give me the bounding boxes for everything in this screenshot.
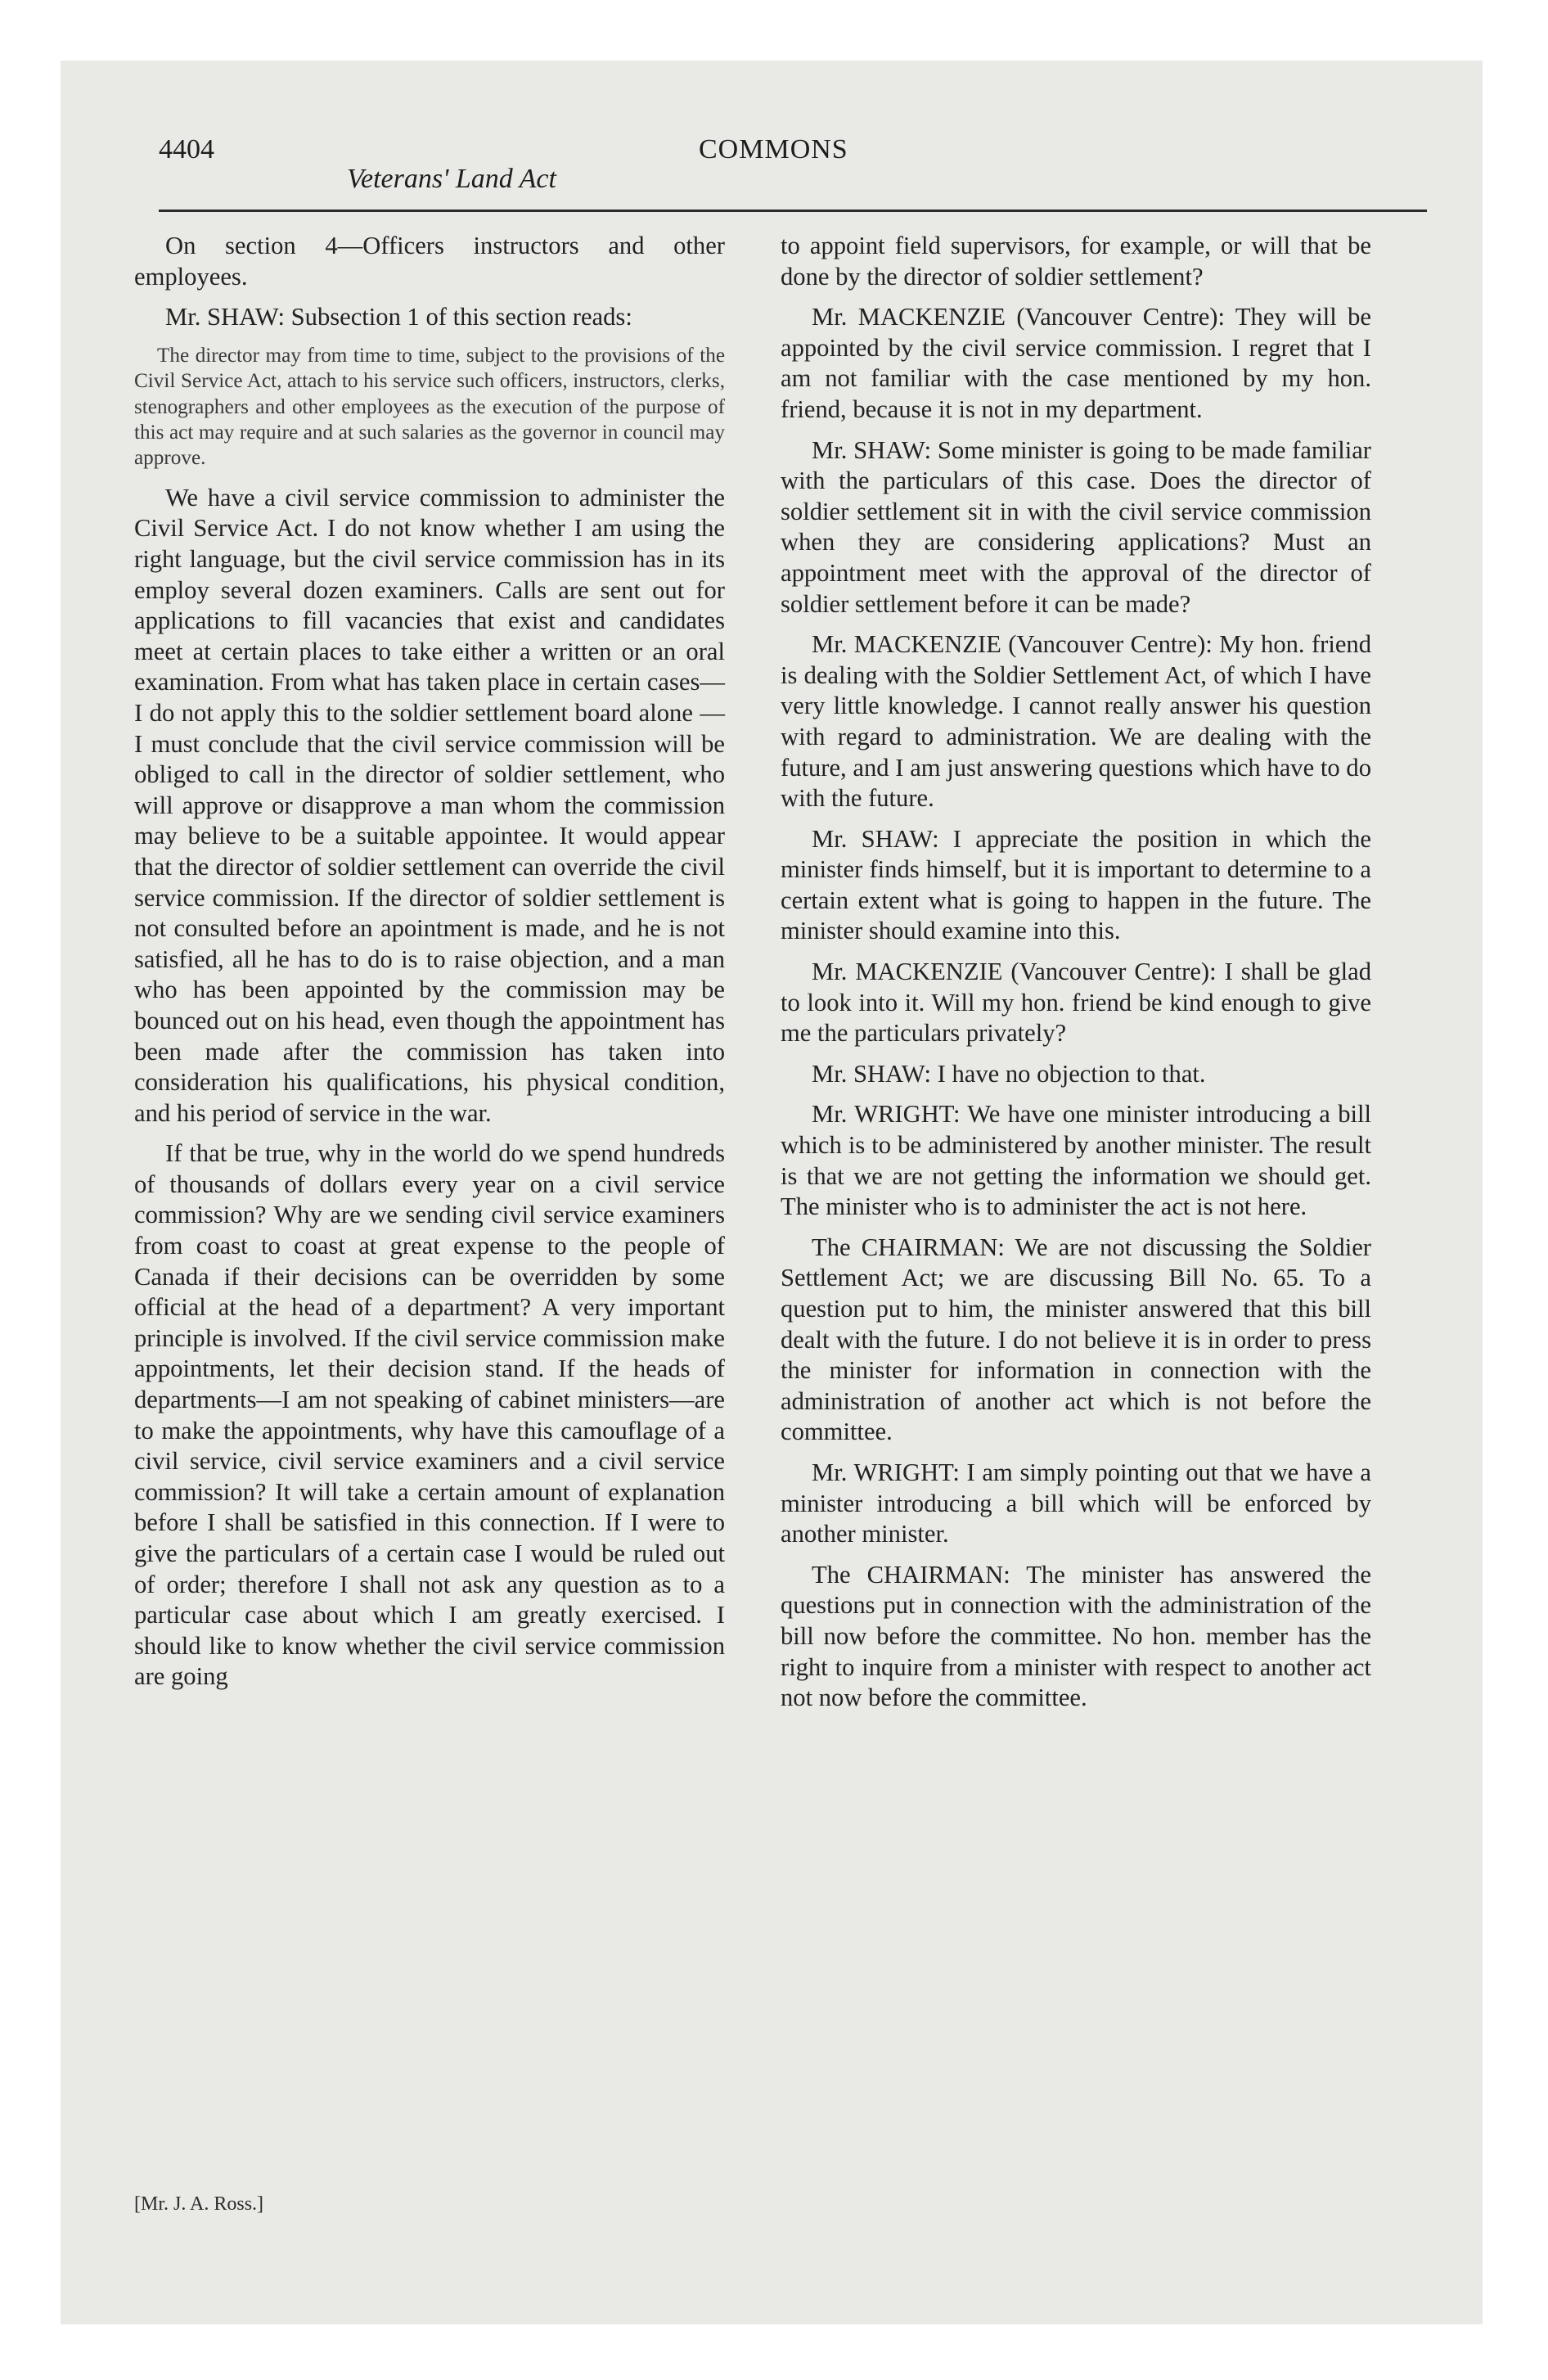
paragraph: Mr. SHAW: I appreciate the position in which the minister finds himself, but it is important to determine to a certain extent what is going to happen in the future. The minister should examine into this. (781, 824, 1371, 945)
page-header (159, 131, 1427, 208)
paragraph: Mr. MACKENZIE (Vancouver Centre): I shall be glad to look into it. Will my hon. friend be kind enough to give me the particulars privately? (781, 958, 1371, 1048)
section-heading: On section 4—Officers instructors and other employees. (134, 232, 725, 291)
paragraph: Mr. SHAW: Subsection 1 of this section reads: (165, 303, 632, 331)
page-number: 4404 (159, 134, 214, 165)
paragraph: If that be true, why in the world do we spend hundreds of thousands of dollars every year on a civil service commission? Why are we sending civil service examiners from coast to coast at great expense to the people of Canada if their decisions can be overridden by some official at the head of a department? A very important principle is involved. If the civil service commission make appointments, let their decision stand. If the heads of departments—I am not speaking of cabinet ministers—are to make the appointments, why have this camouflage of a civil service, civil service examiners and a civil service commission? It will take a certain amount of explanation before I shall be satisfied in this connection. If I were to give the particulars of a certain case I would be ruled out of order; therefore I shall not ask any question as to a particular case about which I am greatly exercised. I should like to know whether the civil service commission are going (134, 1139, 725, 1691)
speaker-footnote: [Mr. J. A. Ross.] (134, 2193, 264, 2215)
paragraph: The CHAIRMAN: We are not discussing the Soldier Settlement Act; we are discussing Bill No. 65. To a question put to him, the minister answered that this bill dealt with the future. I do not believe it is in order to press the minister for information in connection with the administration of another act which is not before the committee. (781, 1233, 1371, 1446)
left-column (134, 231, 725, 1702)
paragraph: Mr. MACKENZIE (Vancouver Centre): My hon. friend is dealing with the Soldier Settlement Act, of which I have very little knowledge. I cannot really answer his question with regard to administration. We are dealing with the future, and I am just answering questions which have to do with the future. (781, 630, 1371, 813)
chamber-title: COMMONS (699, 134, 848, 165)
paragraph: to appoint field supervisors, for example, or will that be done by the director of soldier settlement? (781, 232, 1371, 291)
paragraph: Mr. MACKENZIE (Vancouver Centre): They will be appointed by the civil service commission. I regret that I am not familiar with the case mentioned by my hon. friend, because it is not in my department. (781, 303, 1371, 423)
header-rule (159, 210, 1427, 212)
quoted-subsection: The director may from time to time, subject to the provisions of the Civil Service Act, attach to his service such officers, instructors, clerks, stenographers and other employees as the execution of the purpose of this act may require and at such salaries as the governor in council may approve. (134, 344, 725, 470)
paragraph: Mr. WRIGHT: We have one minister introducing a bill which is to be administered by another minister. The result is that we are not getting the information we should get. The minister who is to administer the act is not here. (781, 1100, 1371, 1221)
paragraph: Mr. WRIGHT: I am simply pointing out that we have a minister introducing a bill which will be enforced by another minister. (781, 1458, 1371, 1548)
paragraph: Mr. SHAW: I have no objection to that. (812, 1059, 1206, 1088)
right-column (781, 231, 1371, 1724)
paragraph: We have a civil service commission to administer the Civil Service Act. I do not know whether I am using the right language, but the civil service commission has in its employ several dozen examiners. Calls are sent out for applications to fill vacancies that exist and candidates meet at certain places to take either a written or an oral examination. From what has taken place in certain cases—I do not apply this to the soldier settlement board alone —I must conclude that the civil service commission will be obliged to call in the director of soldier settlement, who will approve or disapprove a man whom the commission may believe to be a suitable appointee. It would appear that the director of soldier settlement can override the civil service commission. If the director of soldier settlement is not consulted before an apointment is made, and he is not satisfied, all he has to do is to raise objection, and a man who has been appointed by the commission may be bounced out on his head, even though the appointment has been made after the commission has taken into consideration his qualifications, his physical condition, and his period of service in the war. (134, 483, 725, 1127)
paragraph: The CHAIRMAN: The minister has answered the questions put in connection with the administration of the bill now before the committee. No hon. member has the right to inquire from a minister with respect to another act not now before the committee. (781, 1560, 1371, 1712)
running-title: Veterans' Land Act (347, 164, 556, 194)
paragraph: Mr. SHAW: Some minister is going to be made familiar with the particulars of this case. Does the director of soldier settlement sit in with the civil service commission when they are considering applications? Must an appointment meet with the approval of the director of soldier settlement before it can be made? (781, 435, 1371, 618)
